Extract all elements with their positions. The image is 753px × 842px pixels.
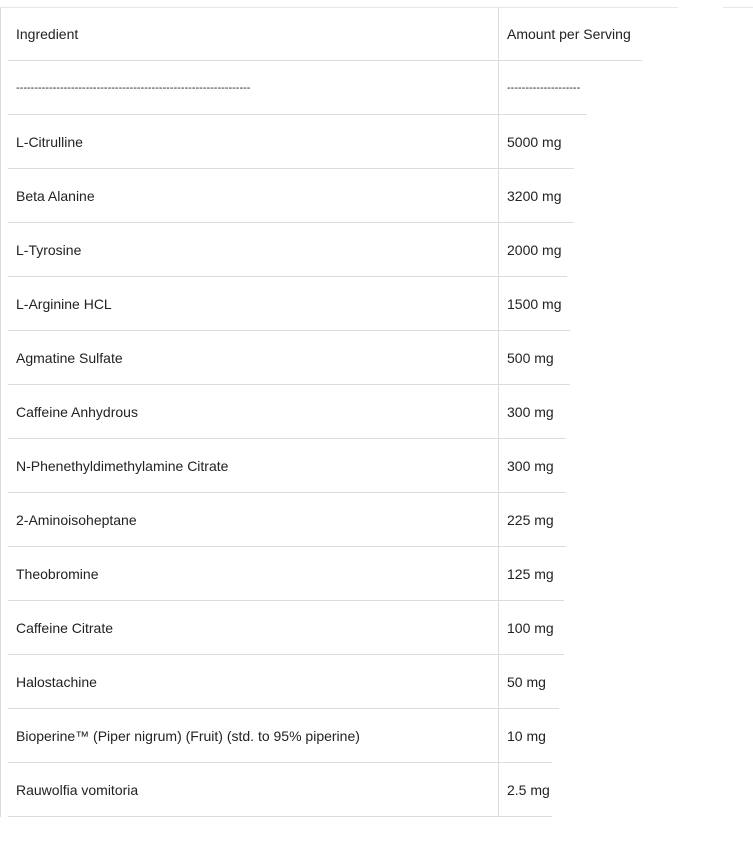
table-row bbox=[0, 277, 753, 331]
table-row bbox=[0, 115, 753, 169]
table-row bbox=[0, 385, 753, 439]
table-row bbox=[0, 493, 753, 547]
row-left-edge bbox=[0, 439, 1, 493]
column-divider bbox=[498, 439, 499, 493]
ingredient-name: Beta Alanine bbox=[16, 188, 95, 204]
column-divider bbox=[498, 655, 499, 709]
column-divider bbox=[498, 277, 499, 331]
ingredient-amount: 300 mg bbox=[507, 458, 554, 474]
table-row bbox=[0, 547, 753, 601]
column-divider bbox=[498, 331, 499, 385]
table-row bbox=[0, 169, 753, 223]
table-row bbox=[0, 439, 753, 493]
ingredient-name: L-Arginine HCL bbox=[16, 296, 112, 312]
ingredient-amount: 100 mg bbox=[507, 620, 554, 636]
row-left-edge bbox=[0, 655, 1, 709]
ingredient-amount: 225 mg bbox=[507, 512, 554, 528]
column-divider bbox=[498, 709, 499, 763]
column-divider bbox=[498, 7, 499, 61]
row-left-edge bbox=[0, 277, 1, 331]
row-left-edge bbox=[0, 7, 1, 61]
ingredient-name: Rauwolfia vomitoria bbox=[16, 782, 139, 798]
ingredient-name: Caffeine Anhydrous bbox=[16, 404, 138, 420]
ingredient-name: Bioperine™ (Piper nigrum) (Fruit) (std. to 95% piperine) bbox=[16, 728, 360, 744]
separator-amount: -------------------- bbox=[507, 82, 581, 94]
table-row bbox=[0, 331, 753, 385]
row-left-edge bbox=[0, 115, 1, 169]
ingredient-amount: 2000 mg bbox=[507, 242, 562, 258]
table-row bbox=[0, 763, 753, 817]
ingredient-amount: 300 mg bbox=[507, 404, 554, 420]
column-divider bbox=[498, 223, 499, 277]
ingredient-amount: 2.5 mg bbox=[507, 782, 550, 798]
header-amount: Amount per Serving bbox=[507, 26, 631, 42]
ingredient-amount: 10 mg bbox=[507, 728, 546, 744]
row-left-edge bbox=[0, 61, 1, 115]
ingredient-amount: 125 mg bbox=[507, 566, 554, 582]
row-left-edge bbox=[0, 601, 1, 655]
ingredient-name: L-Tyrosine bbox=[16, 242, 82, 258]
row-left-edge bbox=[0, 763, 1, 817]
ingredient-amount: 1500 mg bbox=[507, 296, 562, 312]
column-divider bbox=[498, 547, 499, 601]
table-row bbox=[0, 223, 753, 277]
ingredient-name: Agmatine Sulfate bbox=[16, 350, 123, 366]
ingredient-name: N-Phenethyldimethylamine Citrate bbox=[16, 458, 229, 474]
header-ingredient: Ingredient bbox=[16, 26, 79, 42]
row-left-edge bbox=[0, 385, 1, 439]
row-left-edge bbox=[0, 493, 1, 547]
column-divider bbox=[498, 385, 499, 439]
table-separator-row bbox=[0, 61, 753, 115]
ingredient-name: Caffeine Citrate bbox=[16, 620, 114, 636]
row-left-edge bbox=[0, 547, 1, 601]
table-row bbox=[0, 655, 753, 709]
ingredient-amount: 50 mg bbox=[507, 674, 546, 690]
column-divider bbox=[498, 493, 499, 547]
row-left-edge bbox=[0, 223, 1, 277]
ingredient-amount: 3200 mg bbox=[507, 188, 562, 204]
column-divider bbox=[498, 61, 499, 115]
column-divider bbox=[498, 169, 499, 223]
ingredients-table bbox=[0, 7, 753, 817]
table-row bbox=[0, 601, 753, 655]
row-left-edge bbox=[0, 331, 1, 385]
ingredient-name: Theobromine bbox=[16, 566, 99, 582]
separator-ingredient: ---------------------------------------------------------------- bbox=[16, 82, 251, 94]
row-left-edge bbox=[0, 709, 1, 763]
ingredient-name: L-Citrulline bbox=[16, 134, 83, 150]
column-divider bbox=[498, 601, 499, 655]
column-divider bbox=[498, 115, 499, 169]
ingredient-amount: 5000 mg bbox=[507, 134, 562, 150]
ingredient-name: 2-Aminoisoheptane bbox=[16, 512, 137, 528]
table-header-row bbox=[0, 7, 753, 61]
row-left-edge bbox=[0, 169, 1, 223]
ingredient-name: Halostachine bbox=[16, 674, 97, 690]
column-divider bbox=[498, 763, 499, 817]
table-row bbox=[0, 709, 753, 763]
ingredient-amount: 500 mg bbox=[507, 350, 554, 366]
